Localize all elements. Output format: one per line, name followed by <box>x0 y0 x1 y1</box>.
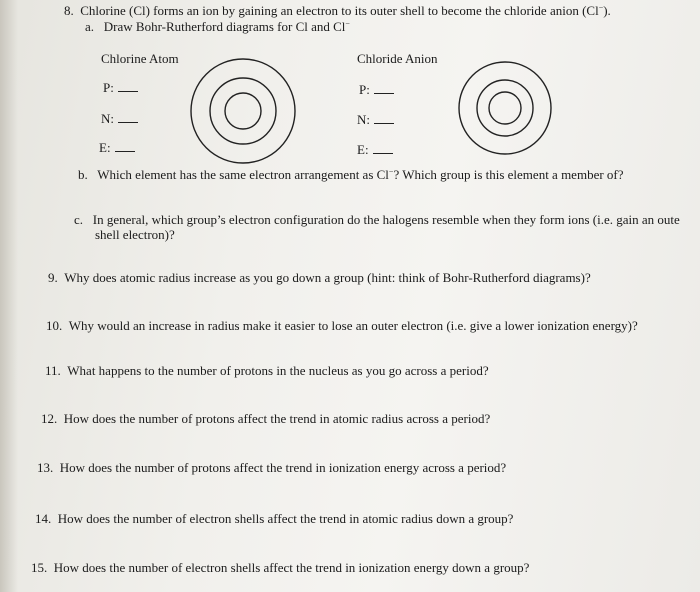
question-11: 11. What happens to the number of protons in the nucleus as you go across a period? <box>45 363 489 378</box>
question-13: 13. How does the number of protons affect the trend in ionization energy across a period? <box>37 460 507 475</box>
question-8c-line1: c. In general, which group’s electron configuration do the halogens resemble when they form ions (i.e. gain an oute <box>74 212 680 227</box>
chloride-anion-diagram[interactable] <box>457 60 553 156</box>
chlorine-atom-diagram[interactable] <box>188 56 298 166</box>
atom-neutrons-field[interactable]: N: <box>101 111 138 126</box>
page-edge-shadow <box>0 0 18 592</box>
question-12: 12. How does the number of protons affect the trend in atomic radius across a period? <box>41 411 491 426</box>
atom-electrons-field[interactable]: E: <box>99 140 135 155</box>
question-8-stem: 8. Chlorine (Cl) forms an ion by gaining an electron to its outer shell to become the chloride anion (Cl−). <box>64 3 611 18</box>
question-15: 15. How does the number of electron shells affect the trend in ionization energy down a group? <box>31 560 530 575</box>
chloride-anion-heading: Chloride Anion <box>357 51 438 66</box>
anion-protons-field[interactable]: P: <box>359 82 394 97</box>
anion-electrons-field[interactable]: E: <box>357 142 393 157</box>
question-8b: b. Which element has the same electron arrangement as Cl−? Which group is this element a member of? <box>78 167 624 182</box>
question-8a: a. Draw Bohr-Rutherford diagrams for Cl and Cl− <box>85 19 350 34</box>
anion-neutrons-field[interactable]: N: <box>357 112 394 127</box>
question-10: 10. Why would an increase in radius make it easier to lose an outer electron (i.e. give a lower ionization energy)? <box>46 318 638 333</box>
question-number: 8. <box>64 3 74 18</box>
question-8c-line2: shell electron)? <box>95 227 175 242</box>
question-14: 14. How does the number of electron shells affect the trend in atomic radius down a group? <box>35 511 514 526</box>
atom-protons-field[interactable]: P: <box>103 80 138 95</box>
chlorine-atom-heading: Chlorine Atom <box>101 51 179 66</box>
question-9: 9. Why does atomic radius increase as you go down a group (hint: think of Bohr-Rutherford diagrams)? <box>48 270 591 285</box>
